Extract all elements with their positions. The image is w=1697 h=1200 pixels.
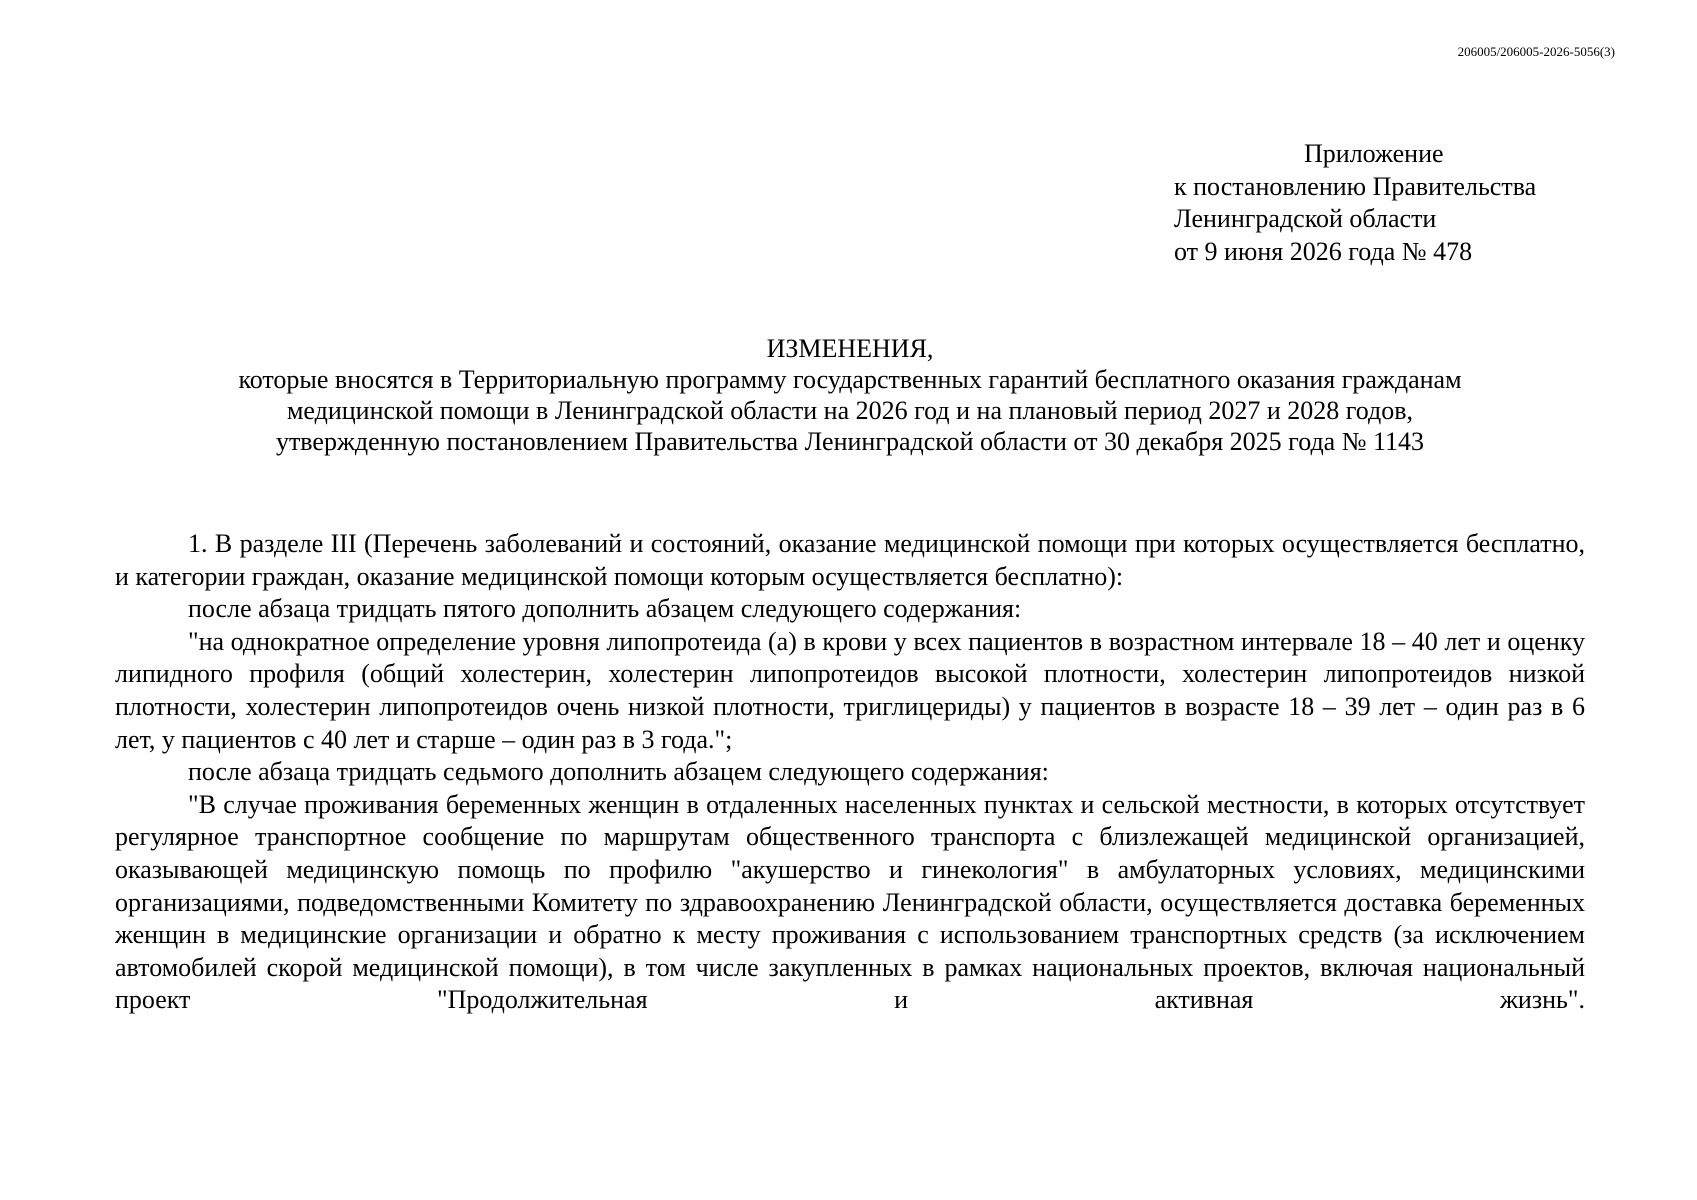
document-code: 206005/206005-2026-5056(3)	[1457, 44, 1615, 59]
appendix-label: Приложение	[1304, 139, 1444, 168]
document-heading: ИЗМЕНЕНИЯ,	[766, 334, 934, 363]
body-paragraph: "на однократное определение уровня липопротеида (а) в крови у всех пациентов в возрастном интервале 18 – 40 лет и оценку липидного профиля (общий холестерин, холестерин липопротеидов высокой плотности, холестерин липопротеидов низкой плотности, холестерин липопротеидов очень низкой плотности, триглицериды) у пациентов в возрасте 18 – 39 лет – один раз в 6 лет, у пациентов с 40 лет и старше – один раз в 3 года.";	[115, 626, 1585, 754]
document-subtitle-line: медицинской помощи в Ленинградской области на 2026 год и на плановый период 2027 и 2028 годов,	[286, 396, 1414, 425]
appendix-date-number: от 9 июня 2026 года № 478	[1174, 236, 1473, 266]
document-body	[115, 528, 1585, 1017]
body-paragraph: "В случае проживания беременных женщин в отдаленных населенных пунктах и сельской местности, в которых отсутствует регулярное транспортное сообщение по маршрутам общественного транспорта с близлежащей медицинской организацией, оказывающей медицинскую помощь по профилю "акушерство и гинекология" в амбулаторных условиях, медицинскими организациями, подведомственными Комитету по здравоохранению Ленинградской области, осуществляется доставка беременных женщин в медицинские организации и обратно к месту проживания с использованием транспортных средств (за исключением автомобилей скорой медицинской помощи), в том числе закупленных в рамках национальных проектов, включая национальный проект "Продолжительная и активная жизнь".	[115, 789, 1585, 1015]
document-subtitle-line: утвержденную постановлением Правительства Ленинградской области от 30 декабря 2025 года № 1143	[275, 427, 1425, 456]
body-paragraph: 1. В разделе III (Перечень заболеваний и состояний, оказание медицинской помощи при которых осуществляется бесплатно, и категории граждан, оказание медицинской помощи которым осуществляется бесплатно):	[115, 529, 1585, 591]
body-paragraph: после абзаца тридцать пятого дополнить абзацем следующего содержания:	[188, 594, 1022, 624]
appendix-resolution-ref: к постановлению Правительства	[1174, 171, 1537, 201]
appendix-region: Ленинградской области	[1174, 204, 1437, 233]
document-subtitle-line: которые вносятся в Территориальную программу государственных гарантий бесплатного оказания гражданам	[238, 365, 1462, 394]
document-title-block	[115, 333, 1585, 457]
body-paragraph: после абзаца тридцать седьмого дополнить абзацем следующего содержания:	[188, 757, 1049, 787]
appendix-block	[1174, 138, 1644, 268]
